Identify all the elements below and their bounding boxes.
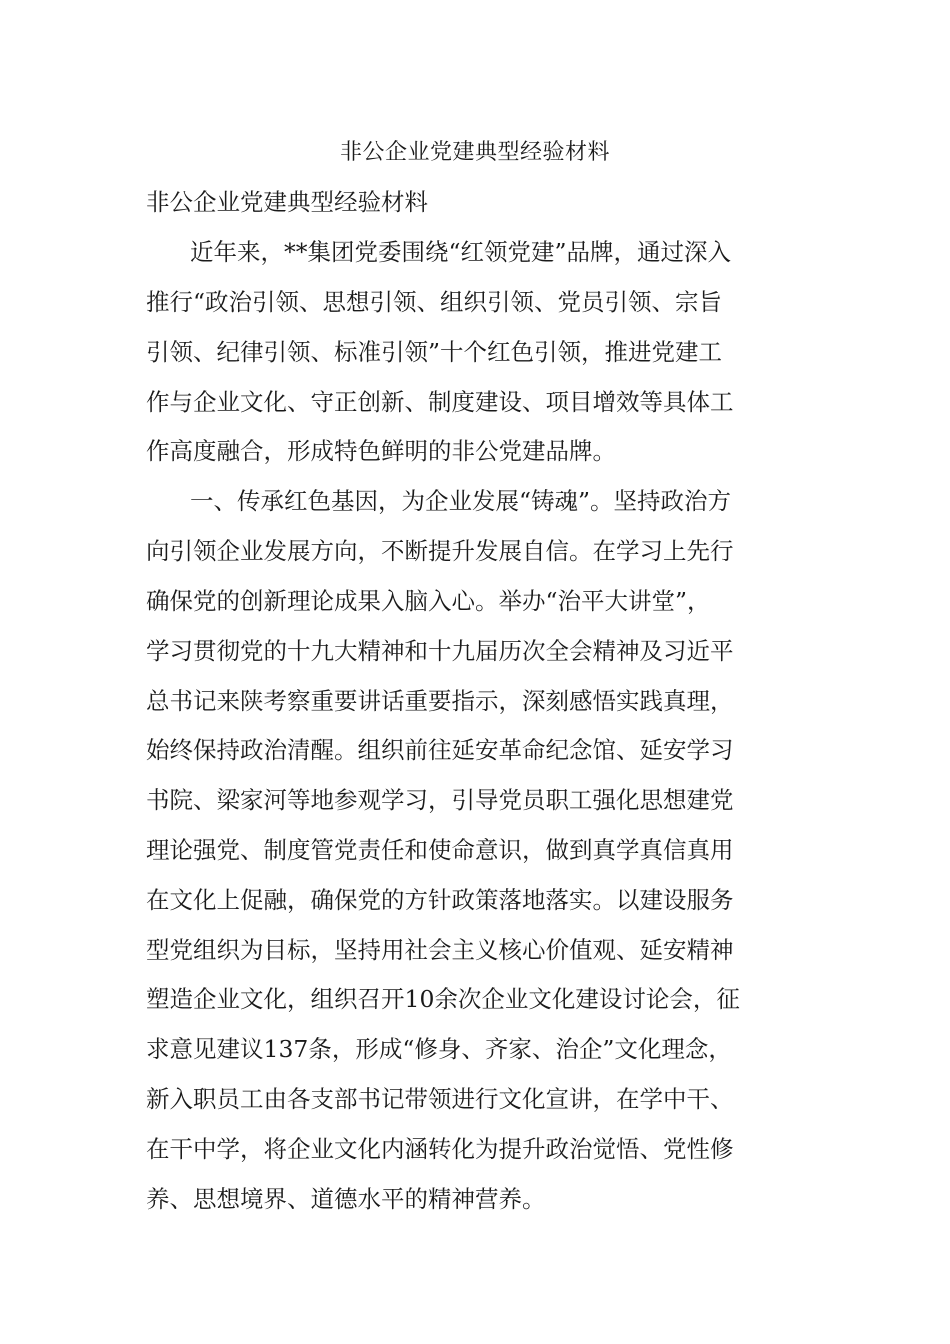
paragraph-2-line-15: 养、思想境界、道德水平的精神营养。 [146,1185,546,1213]
document-subtitle: 非公企业党建典型经验材料 [146,188,428,216]
paragraph-2-line-13: 新入职员工由各支部书记带领进行文化宣讲，在学中干、 [146,1085,734,1113]
paragraph-2-line-2: 向引领企业发展方向，不断提升发展自信。在学习上先行 [146,537,734,565]
paragraph-1-line-1: 近年来，**集团党委围绕“红领党建”品牌，通过深入 [190,238,732,266]
paragraph-2-line-7: 书院、梁家河等地参观学习，引导党员职工强化思想建党 [146,786,734,814]
paragraph-2-line-11: 塑造企业文化，组织召开10余次企业文化建设讨论会，征 [146,985,740,1013]
paragraph-2-line-1: 一、传承红色基因，为企业发展“铸魂”。坚持政治方 [190,487,732,515]
document-title: 非公企业党建典型经验材料 [339,140,610,165]
paragraph-2-line-4: 学习贯彻党的十九大精神和十九届历次全会精神及习近平 [146,637,734,665]
paragraph-2-line-8: 理论强党、制度管党责任和使命意识，做到真学真信真用 [146,836,734,864]
paragraph-1-line-3: 引领、纪律引领、标准引领”十个红色引领，推进党建工 [146,338,723,366]
paragraph-1-line-4: 作与企业文化、守正创新、制度建设、项目增效等具体工 [146,388,734,416]
paragraph-2-line-10: 型党组织为目标，坚持用社会主义核心价值观、延安精神 [146,936,734,964]
paragraph-1-line-2: 推行“政治引领、思想引领、组织引领、党员引领、宗旨 [146,288,723,316]
paragraph-2-line-3: 确保党的创新理论成果入脑入心。举办“治平大讲堂”， [146,587,711,615]
paragraph-2-line-6: 始终保持政治清醒。组织前往延安革命纪念馆、延安学习 [146,736,734,764]
paragraph-1-line-5: 作高度融合，形成特色鲜明的非公党建品牌。 [146,437,616,465]
paragraph-2-line-14: 在干中学，将企业文化内涵转化为提升政治觉悟、党性修 [146,1135,734,1163]
paragraph-2-line-9: 在文化上促融，确保党的方针政策落地落实。以建设服务 [146,886,734,914]
paragraph-2-line-5: 总书记来陕考察重要讲话重要指示，深刻感悟实践真理， [146,687,734,715]
paragraph-2-line-12: 求意见建议137条，形成“修身、齐家、治企”文化理念， [146,1035,732,1063]
